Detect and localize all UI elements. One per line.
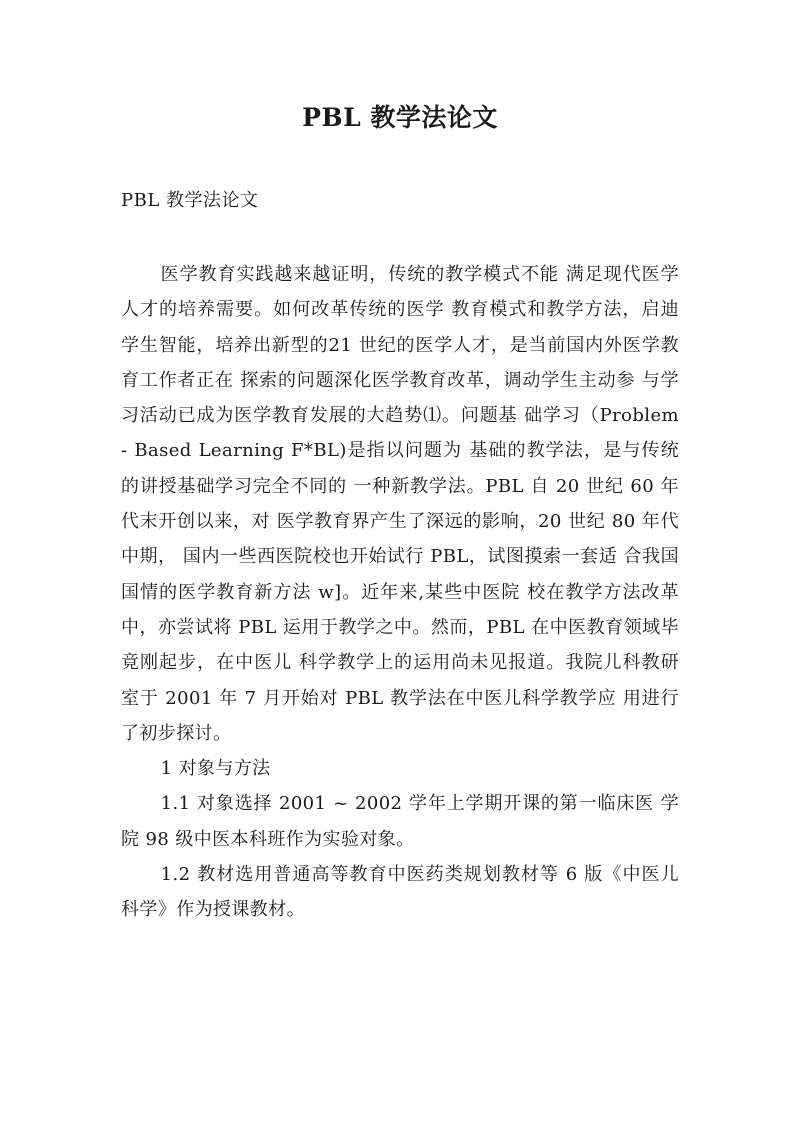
document-title: PBL 教学法论文 (302, 103, 498, 132)
document-body (121, 257, 679, 928)
document-subtitle: PBL 教学法论文 (121, 190, 259, 211)
intro-paragraph: 医学教育实践越来越证明，传统的教学模式不能 满足现代医学人才的培养需要。如何改革传统的医学 教育模式和教学方法，启迪学生智能，培养出新型的21 世纪的医学人才，是当前国内外医学教育工作者正在 探索的问题深化医学教育改革，调动学生主动参 与学习活动已成为医学教育发展的大趋势⑴。问题基 础学习（Problem - Based Learning F*BL)是指以问题为 基础的教学法，是与传统的讲授基础学习完全不同的 一种新教学法。PBL 自 20 世纪 60 年代末开创以来，对 医学教育界产生了深远的影响，20 世纪 80 年代中期， 国内一些西医院校也开始试行 PBL，试图摸索一套适 合我国国情的医学教育新方法 w]。近年来,某些中医院 校在教学方法改革中，亦尝试将 PBL 运用于教学之中。然而，PBL 在中医教育领域毕竟刚起步，在中医儿 科学教学上的运用尚未见报道。我院儿科教研室于 2001 年 7 月开始对 PBL 教学法在中医儿科学教学应 用进行了初步探讨。 (121, 264, 679, 744)
subsection-paragraph: 1.2 教材选用普通高等教育中医药类规划教材等 6 版《中医儿科学》作为授课教材。 (121, 864, 679, 921)
section-heading: 1 对象与方法 (160, 758, 271, 780)
subsection-paragraph: 1.1 对象选择 2001 ~ 2002 学年上学期开课的第一临床医 学院 98 级中医本科班作为实验对象。 (121, 793, 679, 850)
